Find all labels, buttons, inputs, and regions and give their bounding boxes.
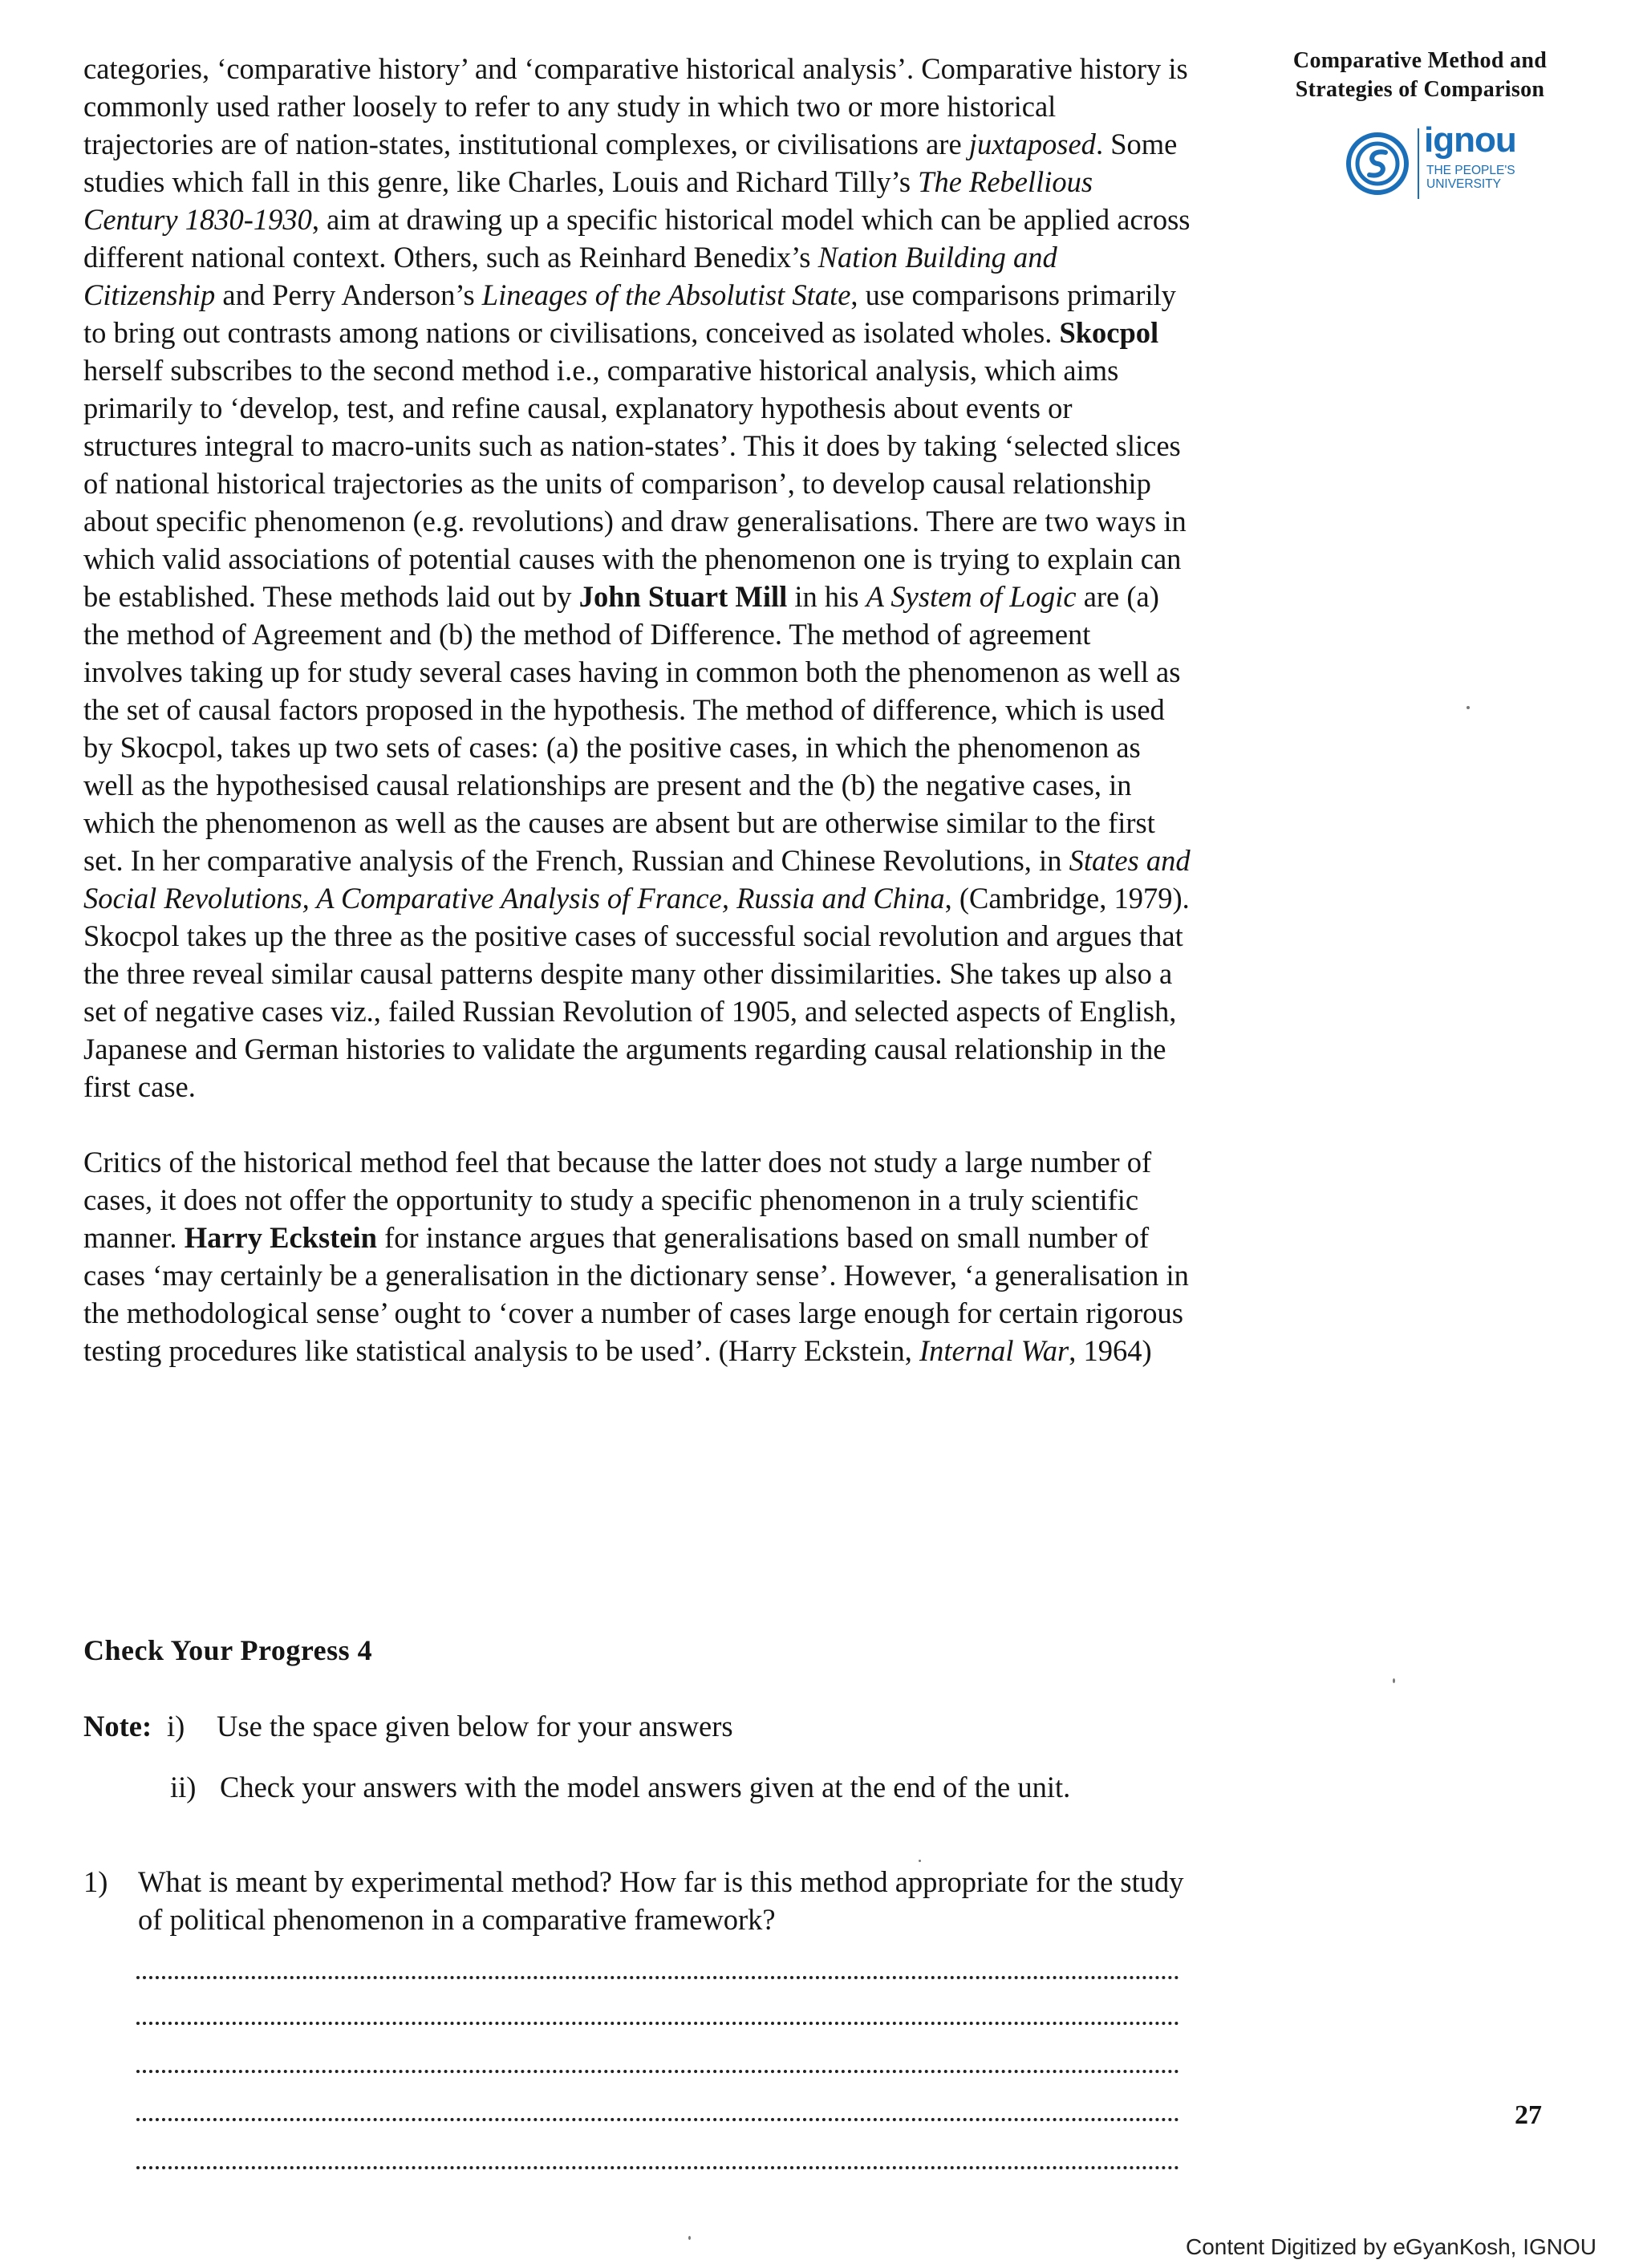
- bold-name: Skocpol: [1059, 316, 1159, 349]
- text-run: , aim at drawing up a specific historical model which can be applied across different national context. Others, such as Reinhard Benedix’s: [83, 203, 1191, 274]
- page-number: 27: [1515, 2100, 1542, 2130]
- paragraph: [83, 1143, 1191, 1369]
- scan-speck: [1467, 706, 1470, 709]
- text-run: categories, ‘comparative history’ and ‘comparative historical analysis’. Comparative history is commonly used rather loosely to refer to any study in which two or more historical trajectories are of nation-states, institutional complexes, or civilisations are: [83, 52, 1188, 160]
- answer-line[interactable]: [136, 2022, 1179, 2025]
- italic-text: Lineages of the Absolutist State: [481, 278, 851, 311]
- text-run: , (Cambridge, 1979). Skocpol takes up the three as the positive cases of successful social revolution and argues that the three reveal similar causal patterns despite many other dissimilarities. She takes up also a set of negative cases viz., failed Russian Revolution of 1905, and selected aspects of English, Japanese and German histories to validate the arguments regarding causal relationship in the first case.: [83, 882, 1190, 1103]
- logo-subtitle: [1426, 164, 1515, 191]
- note-item-number: ii): [170, 1771, 197, 1803]
- note-item-text: Use the space given below for your answers: [217, 1710, 733, 1743]
- logo-divider: [1418, 128, 1419, 199]
- text-run: , use comparisons primarily to bring out contrasts among nations or civilisations, conceived as isolated wholes.: [83, 278, 1176, 349]
- digitization-footer: Content Digitized by eGyanKosh, IGNOU: [1186, 2234, 1597, 2259]
- scan-speck: [1393, 1678, 1395, 1683]
- italic-text: States and Social Revolutions, A Comparative Analysis of France, Russia and China: [83, 844, 1191, 915]
- note-item-2: [170, 1768, 1165, 1806]
- text-run: for instance argues that generalisations based on small number of cases ‘may certainly be a generalisation in the dictionary sense’. However, ‘a generalisation in the methodological sense’ ought to ‘cover a number of cases large enough for certain rigorous testing procedures like statistical analysis to be used’. (Harry Eckstein,: [83, 1221, 1189, 1367]
- text-run: are (a) the method of Agreement and (b) the method of Difference. The method of agreement involves taking up for study several cases having in common both the phenomenon as well as the set of causal factors proposed in the hypothesis. The method of difference, which is used by Skocpol, takes up two sets of cases: (a) the positive cases, in which the phenomenon as well as the hypothesised causal relationships are present and the (b) the negative cases, in which the phenomenon as well as the causes are absent but are otherwise similar to the first set. In her comparative analysis of the French, Russian and Chinese Revolutions, in: [83, 580, 1181, 877]
- text-run: . Some studies which fall in this genre, like Charles, Louis and Richard Tilly’s: [83, 128, 1178, 198]
- text-run: Critics of the historical method feel that because the latter does not study a large number of cases, it does not offer the opportunity to study a specific phenomenon in a truly scientific manner.: [83, 1146, 1152, 1254]
- italic-text: Internal War: [919, 1334, 1069, 1367]
- question-text: What is meant by experimental method? How far is this method appropriate for the study of political phenomenon in a comparative framework?: [138, 1865, 1184, 1936]
- bold-name: Harry Eckstein: [184, 1221, 377, 1254]
- text-run: , 1964): [1069, 1334, 1152, 1367]
- logo-wordmark: ignou: [1424, 120, 1516, 160]
- answer-line[interactable]: [136, 2166, 1179, 2169]
- note-block: [83, 1707, 733, 1745]
- check-your-progress-heading: Check Your Progress 4: [83, 1634, 373, 1666]
- text-run: in his: [787, 580, 866, 613]
- italic-text: A System of Logic: [866, 580, 1077, 613]
- paragraph: [83, 50, 1191, 1106]
- logo-subtitle-line-1: THE PEOPLE'S: [1426, 164, 1515, 177]
- note-item-text: Check your answers with the model answers given at the end of the unit.: [220, 1771, 1071, 1803]
- text-run: herself subscribes to the second method i.e., comparative historical analysis, which aims primarily to ‘develop, test, and refine causal, explanatory hypothesis about events or structures integral to macro-units such as nation-states’. This it does by taking ‘selected slices of national historical trajectories as the units of comparison’, to develop causal relationship about specific phenomenon (e.g. revolutions) and draw generalisations. There are two ways in which valid associations of potential causes with the phenomenon one is trying to explain can be established. These methods laid out by: [83, 354, 1187, 613]
- italic-text: The Rebellious Century 1830-1930: [83, 165, 1093, 236]
- answer-line[interactable]: [136, 1976, 1179, 1979]
- answer-line[interactable]: [136, 2118, 1179, 2121]
- scan-speck: [688, 2236, 691, 2240]
- text-run: and Perry Anderson’s: [215, 278, 482, 311]
- body-text: [83, 50, 1191, 1369]
- running-header-line-1: Comparative Method and: [1292, 48, 1548, 73]
- question-number: 1): [83, 1865, 108, 1898]
- logo-subtitle-line-2: UNIVERSITY: [1426, 177, 1502, 191]
- italic-text: juxtaposed: [968, 128, 1096, 160]
- running-header: [1252, 47, 1588, 104]
- question-1: [83, 1863, 1191, 1938]
- note-item-number: i): [167, 1710, 185, 1743]
- scan-speck: [919, 1860, 921, 1862]
- italic-text: Nation Building and Citizenship: [83, 241, 1057, 311]
- bold-name: John Stuart Mill: [578, 580, 788, 613]
- running-header-line-2: Strategies of Comparison: [1295, 77, 1545, 102]
- note-label: Note:: [83, 1710, 152, 1743]
- answer-line[interactable]: [136, 2070, 1179, 2073]
